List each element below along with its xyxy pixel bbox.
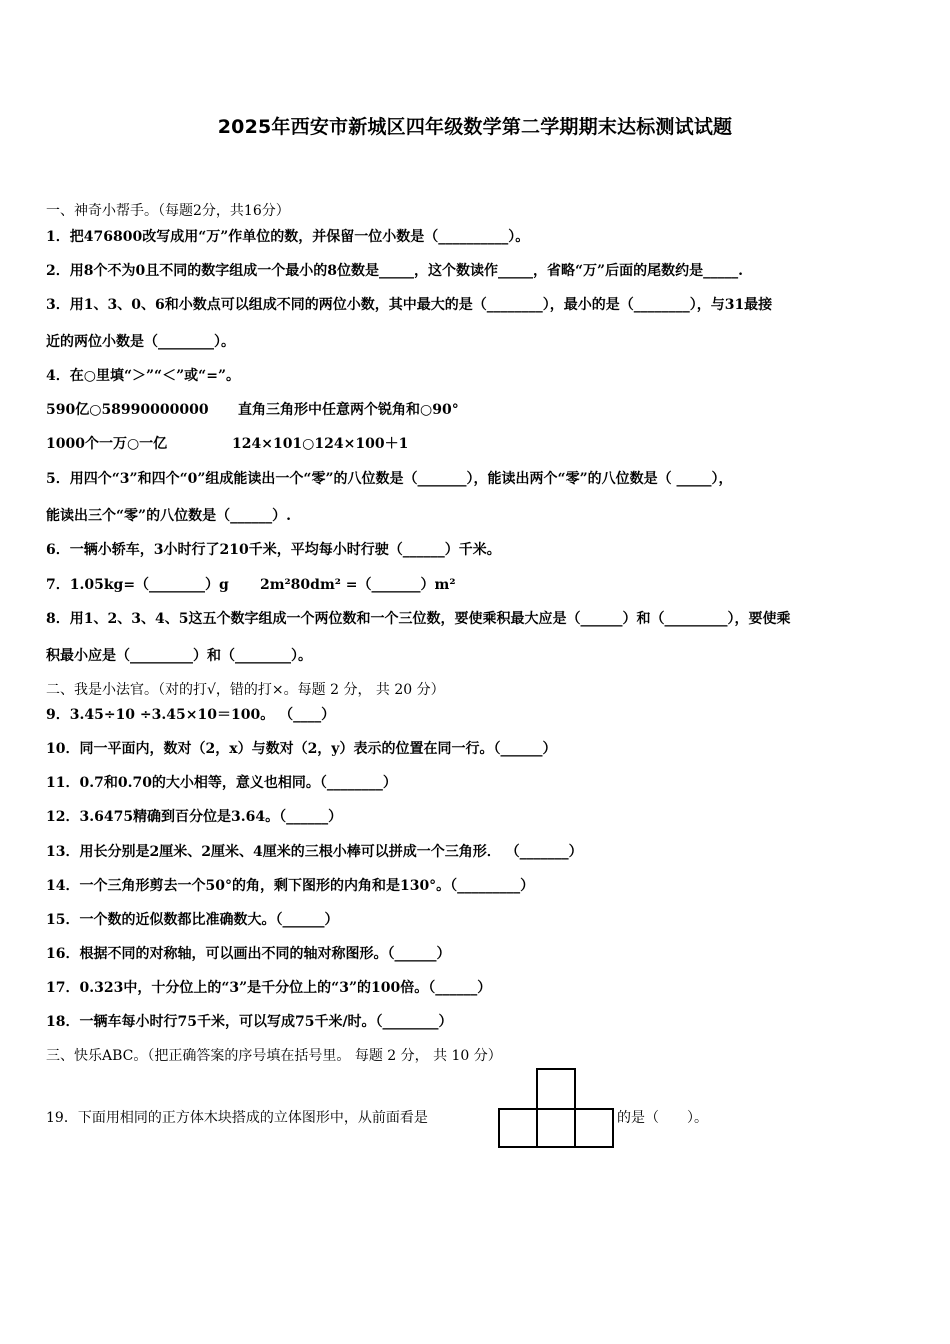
question-8-line-2: 积最小应是（_________）和（________）。 — [46, 648, 312, 664]
question-4-row-2 — [46, 434, 906, 454]
question-7-item-b: 2m²80dm² =（_______）m² — [260, 577, 456, 593]
question-1: 1．把476800改写成用“万”作单位的数，并保留一位小数是（__________）。 — [46, 229, 530, 245]
question-19-text-before: 19．下面用相同的正方体木块搭成的立体图形中，从前面看是 — [46, 1110, 428, 1126]
question-4: 4．在○里填“＞”“＜”或“=”。 — [46, 368, 241, 384]
question-7-item-a: 7．1.05kg=（________）g — [46, 577, 229, 593]
question-4-item-a: 590亿○58990000000 — [46, 402, 209, 418]
figure-bottom-right-square — [574, 1108, 614, 1148]
section-3-heading: 三、快乐ABC。（把正确答案的序号填在括号里。 每题 2 分， 共 10 分） — [46, 1048, 502, 1064]
question-10: 10．同一平面内，数对（2，x）与数对（2，y）表示的位置在同一行。（______） — [46, 741, 557, 757]
question-5-line-1: 5．用四个“3”和四个“0”组成能读出一个“零”的八位数是（_______），能读出两个“零”的八位数是（ _____）， — [46, 471, 733, 487]
figure-bottom-middle-square — [536, 1108, 576, 1148]
question-4-item-d: 124×101○124×100＋1 — [232, 436, 409, 452]
question-6: 6．一辆小轿车，3小时行了210千米，平均每小时行驶（______）千米。 — [46, 542, 501, 558]
question-3-line-2: 近的两位小数是（________）。 — [46, 334, 235, 350]
question-11: 11．0.7和0.70的大小相等，意义也相同。（________） — [46, 775, 397, 791]
question-18: 18．一辆车每小时行75千米，可以写成75千米/时。（________） — [46, 1014, 453, 1030]
question-3-line-1: 3．用1、3、0、6和小数点可以组成不同的两位小数，其中最大的是（________），最小的是（________），与31最接 — [46, 297, 773, 313]
figure-bottom-left-square — [498, 1108, 538, 1148]
question-17: 17．0.323中，十分位上的“3”是千分位上的“3”的100倍。（______） — [46, 980, 492, 996]
section-1-heading: 一、神奇小帮手。（每题2分，共16分） — [46, 203, 290, 219]
question-13: 13．用长分别是2厘米、2厘米、4厘米的三根小棒可以拼成一个三角形． （_______） — [46, 844, 583, 860]
question-4-item-c: 1000个一万○一亿 — [46, 436, 168, 452]
question-15: 15．一个数的近似数都比准确数大。（______） — [46, 912, 339, 928]
question-4-item-b: 直角三角形中任意两个锐角和○90° — [238, 402, 459, 418]
question-8-line-1: 8．用1、2、3、4、5这五个数字组成一个两位数和一个三位数，要使乘积最大应是（______）和（_________），要使乘 — [46, 611, 791, 627]
question-5-line-2: 能读出三个“零”的八位数是（______）. — [46, 508, 291, 524]
section-2-heading: 二、我是小法官。（对的打√，错的打×。每题 2 分， 共 20 分） — [46, 682, 445, 698]
question-19-text-after: 的是（ ）。 — [617, 1110, 708, 1126]
question-12: 12．3.6475精确到百分位是3.64。（______） — [46, 809, 343, 825]
question-14: 14．一个三角形剪去一个50°的角，剩下图形的内角和是130°。（_________） — [46, 878, 535, 894]
question-2: 2．用8个不为0且不同的数字组成一个最小的8位数是_____，这个数读作_____，省略“万”后面的尾数约是_____. — [46, 263, 743, 279]
question-4-row-1 — [46, 400, 906, 420]
page-title: 2025年西安市新城区四年级数学第二学期期末达标测试试题 — [217, 116, 733, 138]
question-16: 16．根据不同的对称轴，可以画出不同的轴对称图形。（______） — [46, 946, 451, 962]
question-7 — [46, 575, 906, 595]
question-9: 9．3.45÷10 ÷3.45×10＝100。 （____） — [46, 707, 336, 723]
front-view-figure — [498, 1068, 614, 1148]
figure-top-square — [536, 1068, 576, 1110]
